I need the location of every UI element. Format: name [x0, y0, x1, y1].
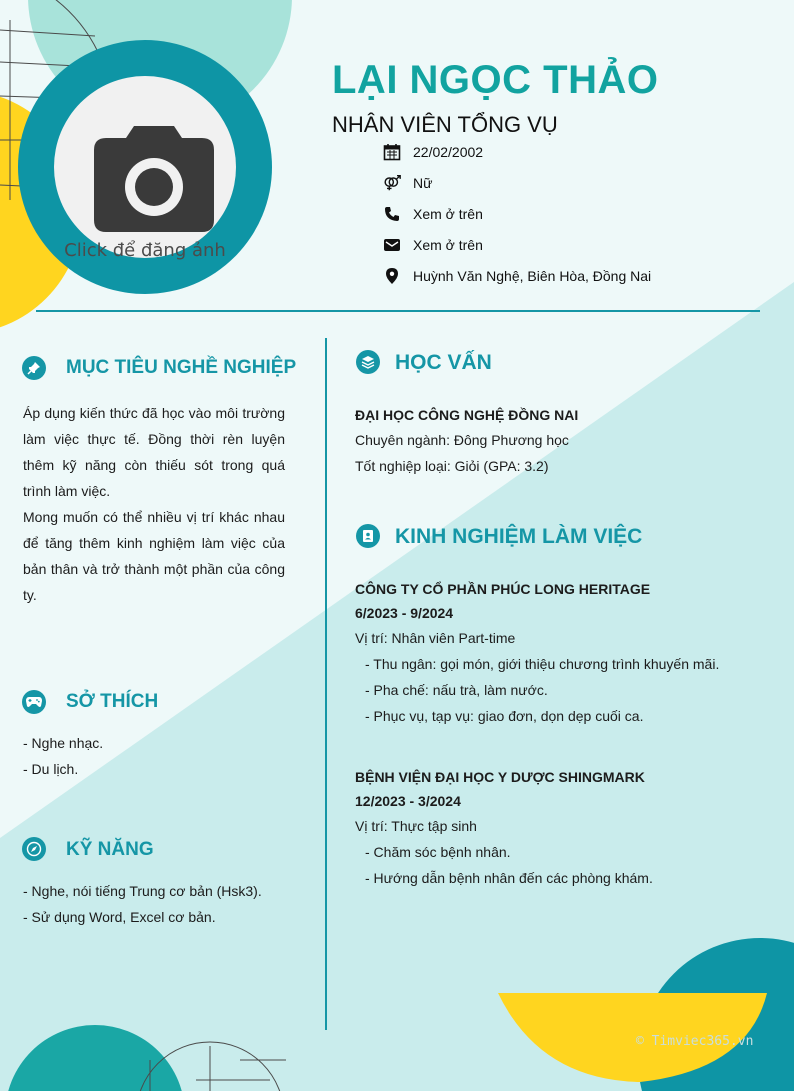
job-position: Vị trí: Thực tập sinh: [355, 818, 477, 834]
watermark: © Timviec365.vn: [636, 1034, 754, 1049]
skills-title: KỸ NĂNG: [66, 839, 154, 860]
camera-icon: [94, 126, 214, 232]
contact-birthdate: [382, 141, 483, 163]
job-task: - Thu ngân: gọi món, giới thiệu chương trình khuyến mãi.: [365, 656, 720, 672]
contact-value: 22/02/2002: [413, 144, 484, 160]
candidate-name: LẠI NGỌC THẢO: [332, 58, 659, 102]
job-period: 12/2023 - 3/2024: [355, 793, 461, 809]
job-title: NHÂN VIÊN TỔNG VỤ: [332, 112, 558, 137]
job-task: - Hướng dẫn bệnh nhân đến các phòng khám.: [365, 870, 653, 886]
skill-item: - Sử dụng Word, Excel cơ bản.: [23, 909, 216, 925]
avatar-frame[interactable]: [18, 40, 272, 294]
education-major: Chuyên ngành: Đông Phương học: [355, 432, 569, 448]
contact-value: Huỳnh Văn Nghệ, Biên Hòa, Đồng Nai: [413, 268, 652, 284]
contact-gender: [382, 172, 432, 194]
contact-value: Nữ: [413, 175, 433, 191]
phone-icon: [382, 204, 402, 224]
email-icon: [382, 235, 402, 255]
hobby-item: - Du lịch.: [23, 761, 79, 777]
hobby-item: - Nghe nhạc.: [23, 735, 104, 751]
avatar-placeholder[interactable]: [54, 76, 236, 261]
job-position: Vị trí: Nhân viên Part-time: [355, 630, 516, 646]
contact-email: [382, 234, 483, 256]
gender-icon: [382, 173, 402, 193]
education-title: HỌC VẤN: [395, 351, 492, 374]
company-name: BỆNH VIỆN ĐẠI HỌC Y DƯỢC SHINGMARK: [355, 769, 645, 785]
photo-upload-label[interactable]: Click để đăng ảnh: [64, 240, 226, 261]
hobbies-title: SỞ THÍCH: [66, 691, 159, 712]
column-divider: [325, 338, 327, 1030]
location-icon: [382, 266, 402, 286]
job-task: - Phục vụ, tạp vụ: giao đơn, dọn dẹp cuối ca.: [365, 708, 644, 724]
skill-item: - Nghe, nói tiếng Trung cơ bản (Hsk3).: [23, 883, 262, 899]
header-divider: [36, 310, 760, 312]
job-task: - Chăm sóc bệnh nhân.: [365, 844, 511, 860]
job-period: 6/2023 - 9/2024: [355, 605, 454, 621]
school-name: ĐẠI HỌC CÔNG NGHỆ ĐỒNG NAI: [355, 407, 579, 423]
objective-paragraph: Mong muốn có thể nhiều vị trí khác nhau để tăng thêm kinh nghiệm làm việc của bản thân và trở thành một phần của công ty.: [23, 509, 285, 603]
job-task: - Pha chế: nấu trà, làm nước.: [365, 682, 548, 698]
calendar-icon: [382, 142, 402, 162]
pin-icon: [22, 356, 46, 380]
company-name: CÔNG TY CỔ PHẦN PHÚC LONG HERITAGE: [355, 581, 651, 597]
contact-value: Xem ở trên: [413, 206, 483, 222]
id-card-icon: [356, 524, 380, 548]
gamepad-icon: [22, 690, 46, 714]
contact-phone: [382, 203, 483, 225]
experience-title: KINH NGHIỆM LÀM VIỆC: [395, 525, 643, 548]
compass-icon: [22, 837, 46, 861]
education-grade: Tốt nghiệp loại: Giỏi (GPA: 3.2): [355, 458, 549, 474]
objective-paragraph: Áp dụng kiến thức đã học vào môi trường làm việc thực tế. Đồng thời rèn luyện thêm kỹ năng còn thiếu sót trong quá trình làm việc.: [23, 405, 285, 499]
objective-title: MỤC TIÊU NGHỀ NGHIỆP: [66, 357, 297, 378]
contact-address: [382, 265, 651, 287]
layers-icon: [356, 350, 380, 374]
contact-value: Xem ở trên: [413, 237, 483, 253]
